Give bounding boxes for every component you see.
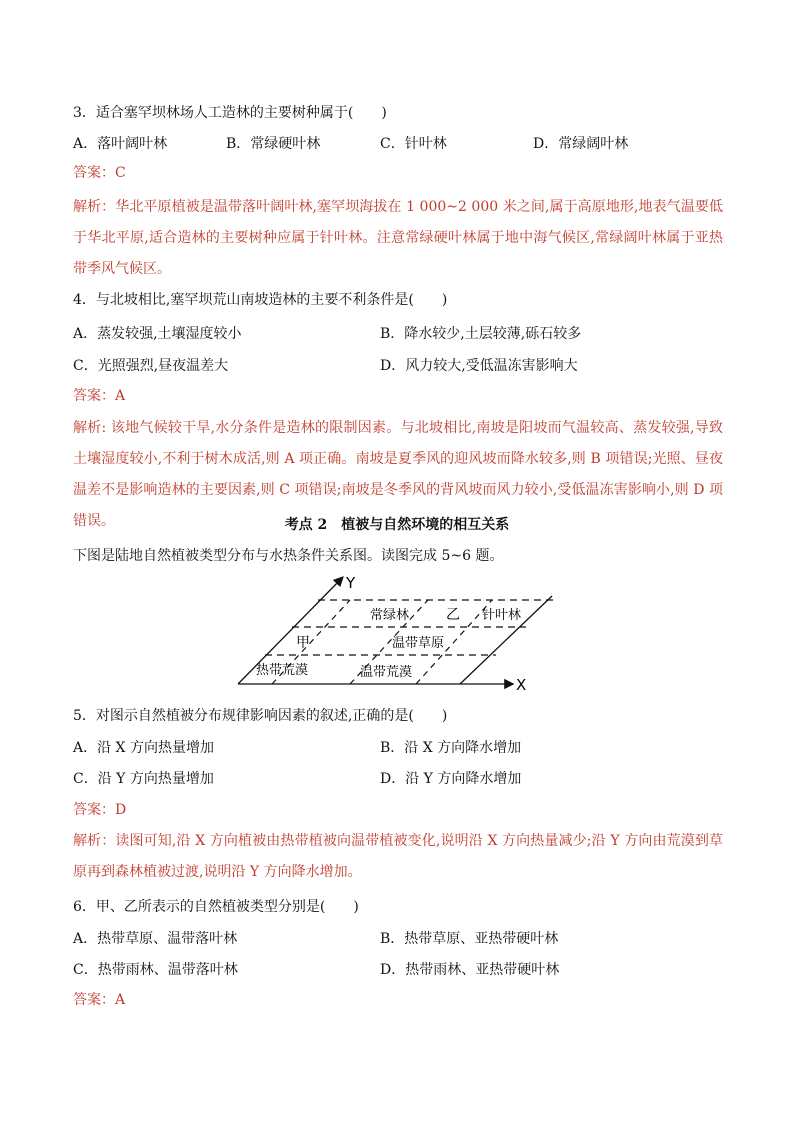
question-3-option-c: C．针叶林 — [380, 136, 447, 152]
axis-y-label: Y — [346, 574, 356, 592]
vegetation-diagram — [220, 572, 560, 694]
question-3-option-a: A．落叶阔叶林 — [73, 136, 168, 152]
axis-x-label: X — [516, 676, 527, 694]
cell-evergreen-forest: 常绿林 — [370, 608, 410, 623]
question-4-option-d: D．风力较大,受低温冻害影响大 — [380, 358, 578, 374]
question-6-option-d: D．热带雨林、亚热带硬叶林 — [380, 962, 560, 978]
question-6-option-a: A．热带草原、温带落叶林 — [73, 931, 238, 947]
question-6-answer: 答案：A — [73, 992, 126, 1008]
cell-coniferous-forest: 针叶林 — [482, 608, 522, 623]
question-6-stem: 6．甲、乙所表示的自然植被类型分别是( ) — [73, 899, 359, 915]
question-3-option-d: D．常绿阔叶林 — [533, 136, 629, 152]
question-5-answer: 答案：D — [73, 802, 127, 818]
cell-temperate-grassland: 温带草原 — [392, 636, 445, 651]
question-6-option-b: B．热带草原、亚热带硬叶林 — [380, 931, 559, 947]
diagram-intro: 下图是陆地自然植被类型分布与水热条件关系图。读图完成 5~6 题。 — [73, 548, 504, 564]
cell-jia: 甲 — [296, 635, 310, 651]
question-4-option-b: B．降水较少,土层较薄,砾石较多 — [380, 326, 582, 342]
question-5-option-b: B．沿 X 方向降水增加 — [380, 740, 522, 756]
question-3-option-b: B．常绿硬叶林 — [226, 136, 321, 152]
cell-tropical-desert: 热带荒漠 — [256, 663, 309, 678]
question-5-analysis: 解析：读图可知,沿 X 方向植被由热带植被向温带植被变化,说明沿 X 方向热量减少;沿 Y 方向由荒漠到草原再到森林植被过渡,说明沿 Y 方向降水增加。 — [73, 833, 723, 880]
cell-temperate-desert: 温带荒漠 — [360, 665, 413, 680]
cell-yi: 乙 — [446, 607, 460, 623]
question-5-option-c: C．沿 Y 方向热量增加 — [73, 771, 214, 787]
question-5-option-d: D．沿 Y 方向降水增加 — [380, 771, 522, 787]
question-6-option-c: C．热带雨林、温带落叶林 — [73, 962, 238, 978]
question-4-option-a: A．蒸发较强,土壤湿度较小 — [73, 326, 242, 342]
question-3-analysis: 解析：华北平原植被是温带落叶阔叶林,塞罕坝海拔在 1 000~2 000 米之间,属于高原地形,地表气温要低于华北平原,适合造林的主要树种应属于针叶林。注意常绿硬叶林属于地中海气候区,常绿阔叶林属于亚热带季风气候区。 — [73, 199, 723, 277]
question-3-stem: 3．适合塞罕坝林场人工造林的主要树种属于( ) — [73, 105, 387, 121]
question-5-stem: 5．对图示自然植被分布规律影响因素的叙述,正确的是( ) — [73, 708, 448, 724]
section-title: 考点 2 植被与自然环境的相互关系 — [284, 517, 510, 533]
question-4-answer: 答案：A — [73, 388, 126, 404]
question-5-option-a: A．沿 X 方向热量增加 — [73, 740, 214, 756]
question-4-option-c: C．光照强烈,昼夜温差大 — [73, 358, 229, 374]
question-3-answer: 答案：C — [73, 165, 126, 181]
question-4-analysis: 解析: 该地气候较干旱,水分条件是造林的限制因素。与北坡相比,南坡是阳坡而气温较高、蒸发较强,导致土壤湿度较小,不利于树木成活,则 A 项正确。南坡是夏季风的迎风坡而降水较多,则 B 项错误;光照、昼夜温差不是影响造林的主要因素,则 C 项错误;南坡是冬季风的背风坡而风力较小,受低温冻害影响小,则 D 项错误。 — [73, 420, 723, 529]
question-4-stem: 4．与北坡相比,塞罕坝荒山南坡造林的主要不利条件是( ) — [73, 292, 448, 308]
